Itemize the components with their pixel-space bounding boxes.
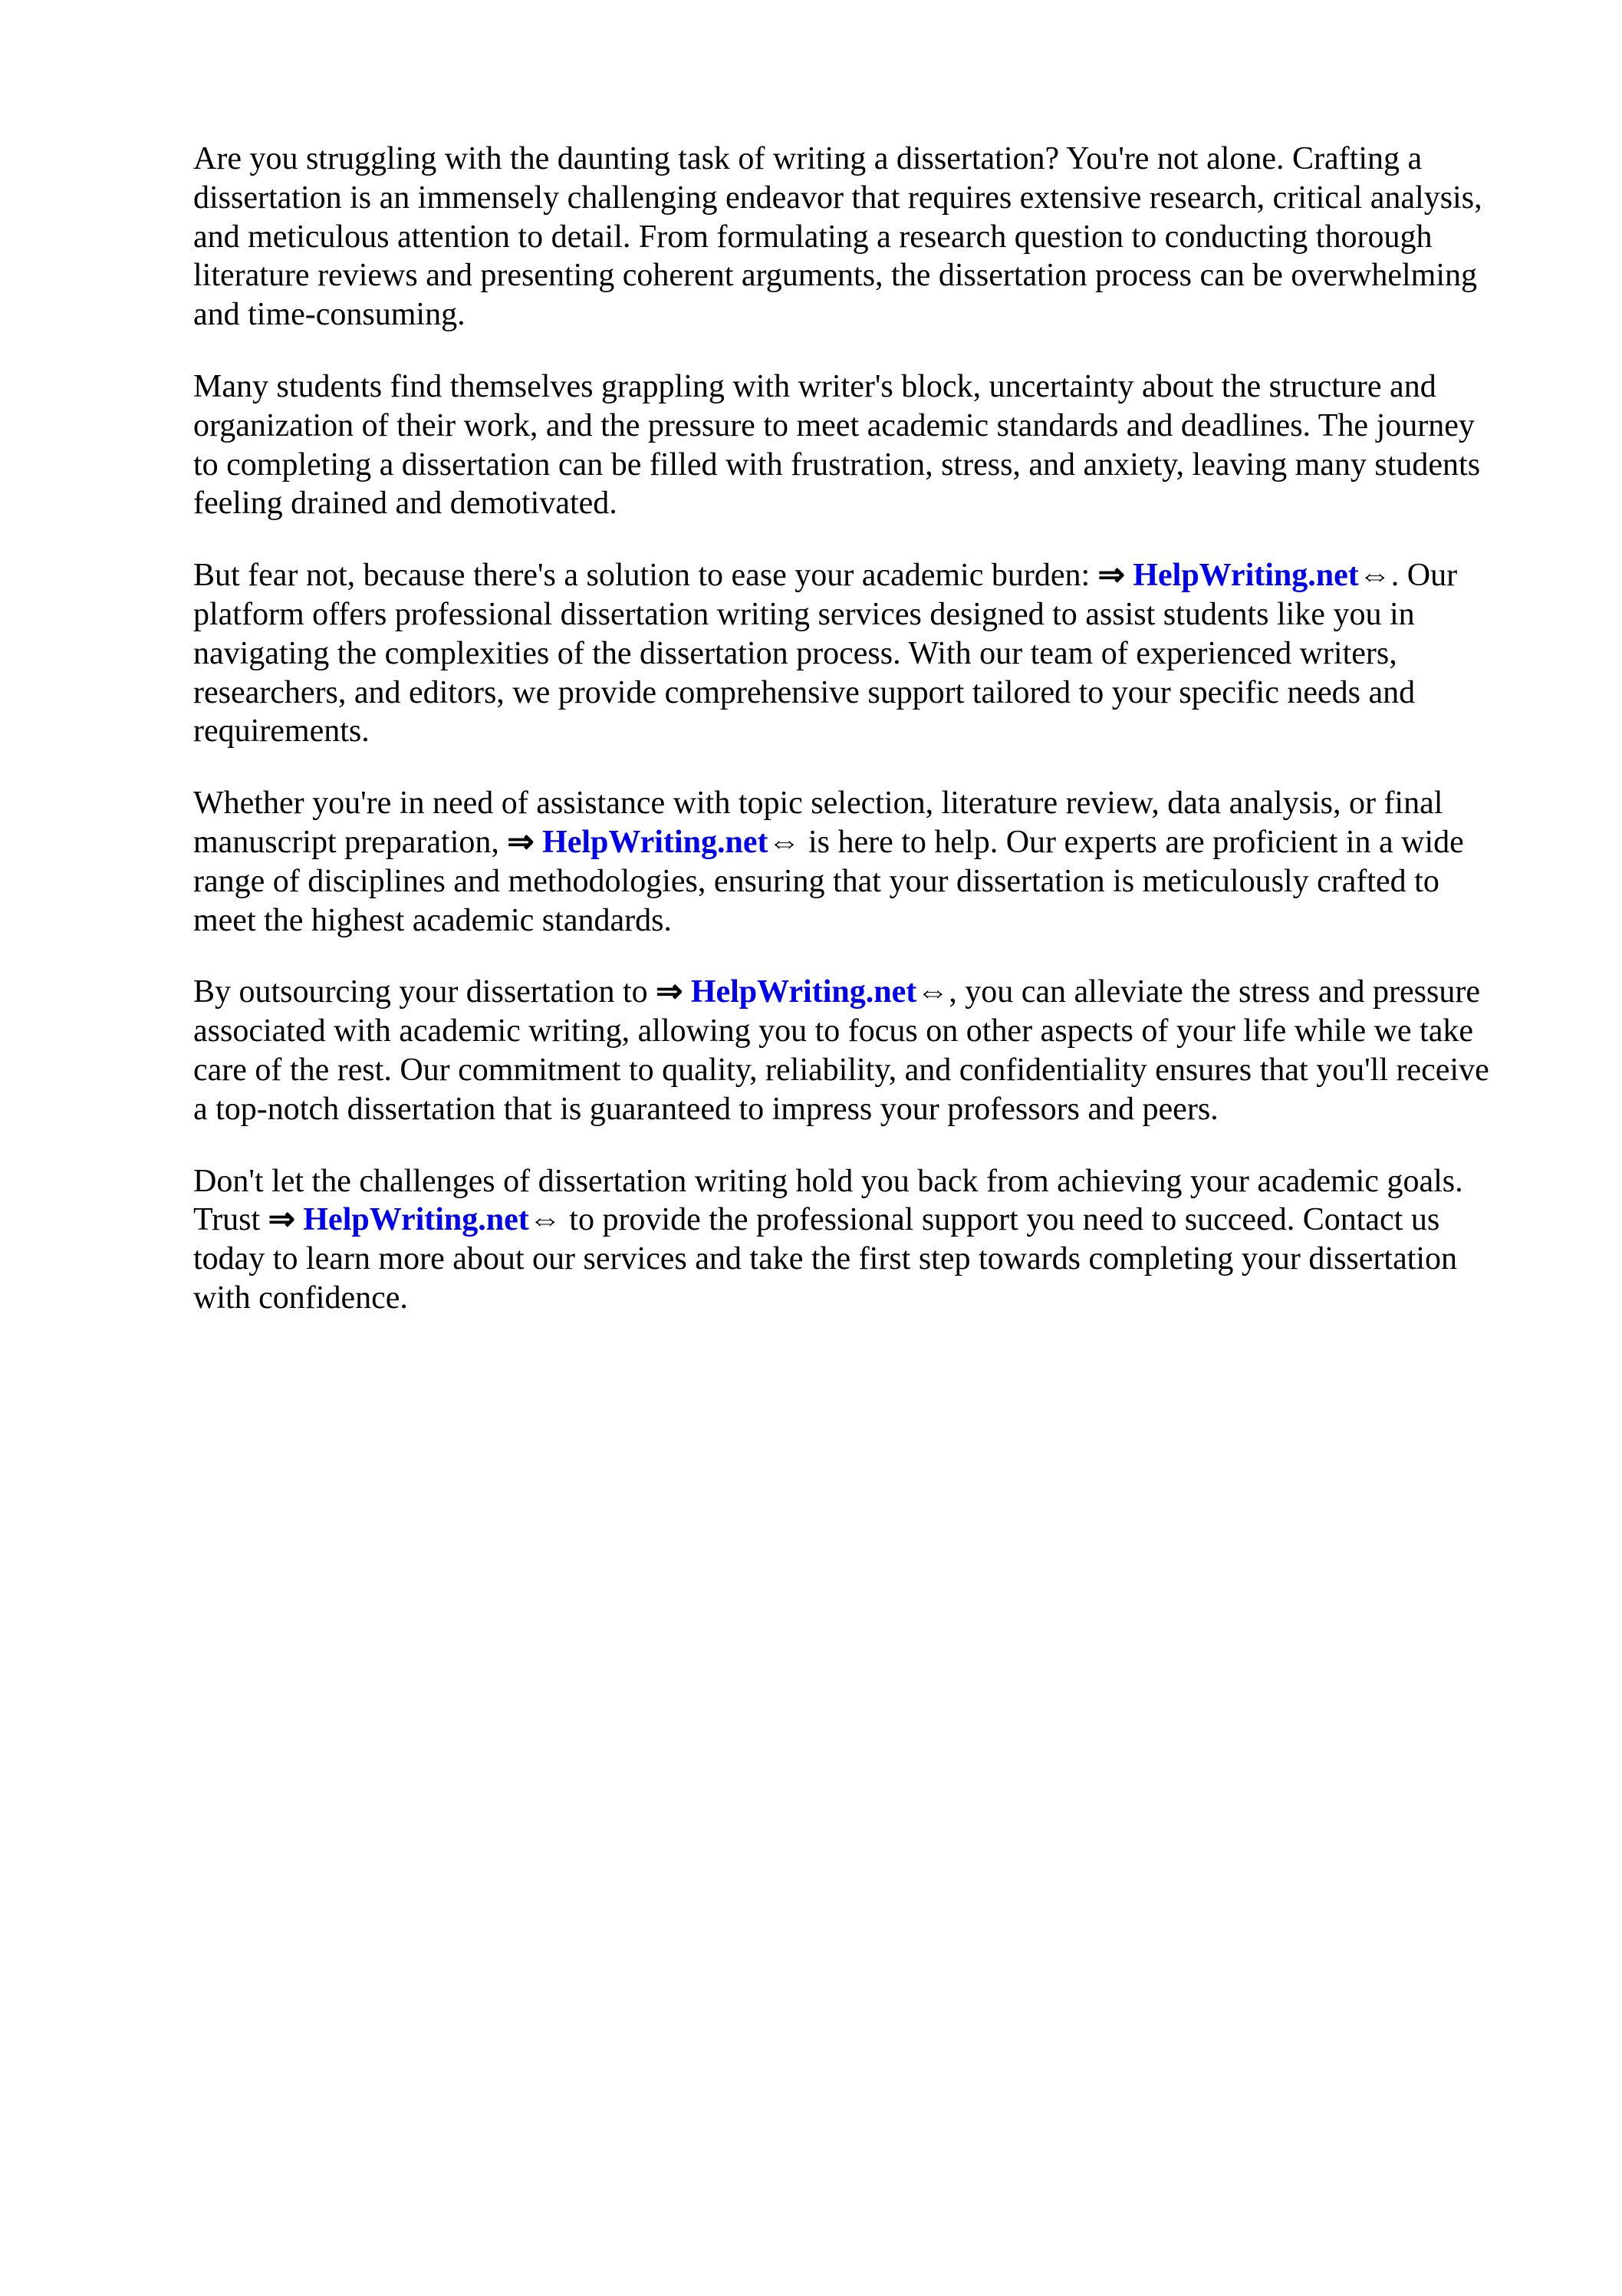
text-line: feeling drained and demotivated.: [193, 486, 617, 522]
paragraph-outsourcing: [193, 973, 1543, 1128]
text-line: [193, 556, 1543, 595]
arrow-both-icon: ⇔: [916, 974, 949, 1010]
text-line: [193, 973, 1543, 1012]
paragraph-intro: [193, 140, 1543, 334]
text: to provide the professional support you need to succeed. Contact us: [561, 1202, 1440, 1238]
text-line: with confidence.: [193, 1280, 408, 1316]
paragraph-assistance: [193, 784, 1543, 940]
text-line: a top-notch dissertation that is guaranteed to impress your professors and peers.: [193, 1091, 1219, 1127]
text-line: Whether you're in need of assistance with topic selection, literature review, data analysis, or final: [193, 786, 1443, 822]
paragraph-call-to-action: [193, 1162, 1543, 1318]
text-line: researchers, and editors, we provide comprehensive support tailored to your specific needs and: [193, 674, 1416, 710]
text-line: navigating the complexities of the dissertation process. With our team of experienced writers,: [193, 635, 1397, 671]
text-line: requirements.: [193, 713, 370, 749]
paragraph-solution: [193, 556, 1543, 751]
arrow-both-icon: ⇔: [1358, 558, 1391, 594]
document-body: [193, 140, 1543, 1351]
text-line: [193, 1201, 1543, 1240]
text-line: Are you struggling with the daunting task of writing a dissertation? You're not alone. Crafting a: [193, 141, 1423, 176]
text-line: associated with academic writing, allowing you to focus on other aspects of your life while we take: [193, 1013, 1474, 1049]
text-line: to completing a dissertation can be filled with frustration, stress, and anxiety, leaving many students: [193, 446, 1481, 483]
text-line: Many students find themselves grappling with writer's block, uncertainty about the structure and: [193, 368, 1436, 404]
helpwriting-link[interactable]: HelpWriting.net: [542, 824, 768, 860]
text-line: and time-consuming.: [193, 297, 466, 333]
text-line: literature reviews and presenting coherent arguments, the dissertation process can be overwhelming: [193, 258, 1477, 294]
text: . Our: [1390, 558, 1458, 594]
arrow-right-icon: ⇒: [507, 824, 535, 860]
text-line: range of disciplines and methodologies, ensuring that your dissertation is meticulously crafted to: [193, 863, 1439, 899]
arrow-right-icon: ⇒: [656, 974, 683, 1010]
text-line: Don't let the challenges of dissertation writing hold you back from achieving your academic goals.: [193, 1163, 1463, 1199]
helpwriting-link[interactable]: HelpWriting.net: [303, 1202, 529, 1238]
arrow-both-icon: ⇔: [528, 1202, 561, 1238]
paragraph-struggles: [193, 367, 1543, 523]
text-line: dissertation is an immensely challenging endeavor that requires extensive research, critical analysis,: [193, 180, 1482, 216]
helpwriting-link[interactable]: HelpWriting.net: [690, 974, 917, 1010]
text-line: platform offers professional dissertation writing services designed to assist students like you in: [193, 596, 1415, 632]
text-line: organization of their work, and the pressure to meet academic standards and deadlines. The journey: [193, 407, 1475, 443]
text-line: [193, 823, 1543, 862]
text-line: today to learn more about our services and take the first step towards completing your dissertation: [193, 1241, 1458, 1277]
helpwriting-link[interactable]: HelpWriting.net: [1133, 558, 1359, 594]
text: manuscript preparation,: [193, 824, 508, 860]
text: is here to help. Our experts are proficient in a wide: [800, 824, 1464, 860]
text-line: care of the rest. Our commitment to quality, reliability, and confidentiality ensures that you'll receive: [193, 1052, 1489, 1088]
text-line: and meticulous attention to detail. From formulating a research question to conducting thorough: [193, 219, 1433, 255]
text: By outsourcing your dissertation to: [193, 974, 656, 1010]
text: Trust: [193, 1202, 268, 1238]
text: But fear not, because there's a solution to ease your academic burden:: [193, 558, 1098, 594]
text: , you can alleviate the stress and pressure: [949, 974, 1480, 1010]
arrow-right-icon: ⇒: [1097, 558, 1125, 594]
text-line: meet the highest academic standards.: [193, 902, 672, 938]
arrow-right-icon: ⇒: [268, 1202, 295, 1238]
arrow-both-icon: ⇔: [768, 824, 801, 860]
